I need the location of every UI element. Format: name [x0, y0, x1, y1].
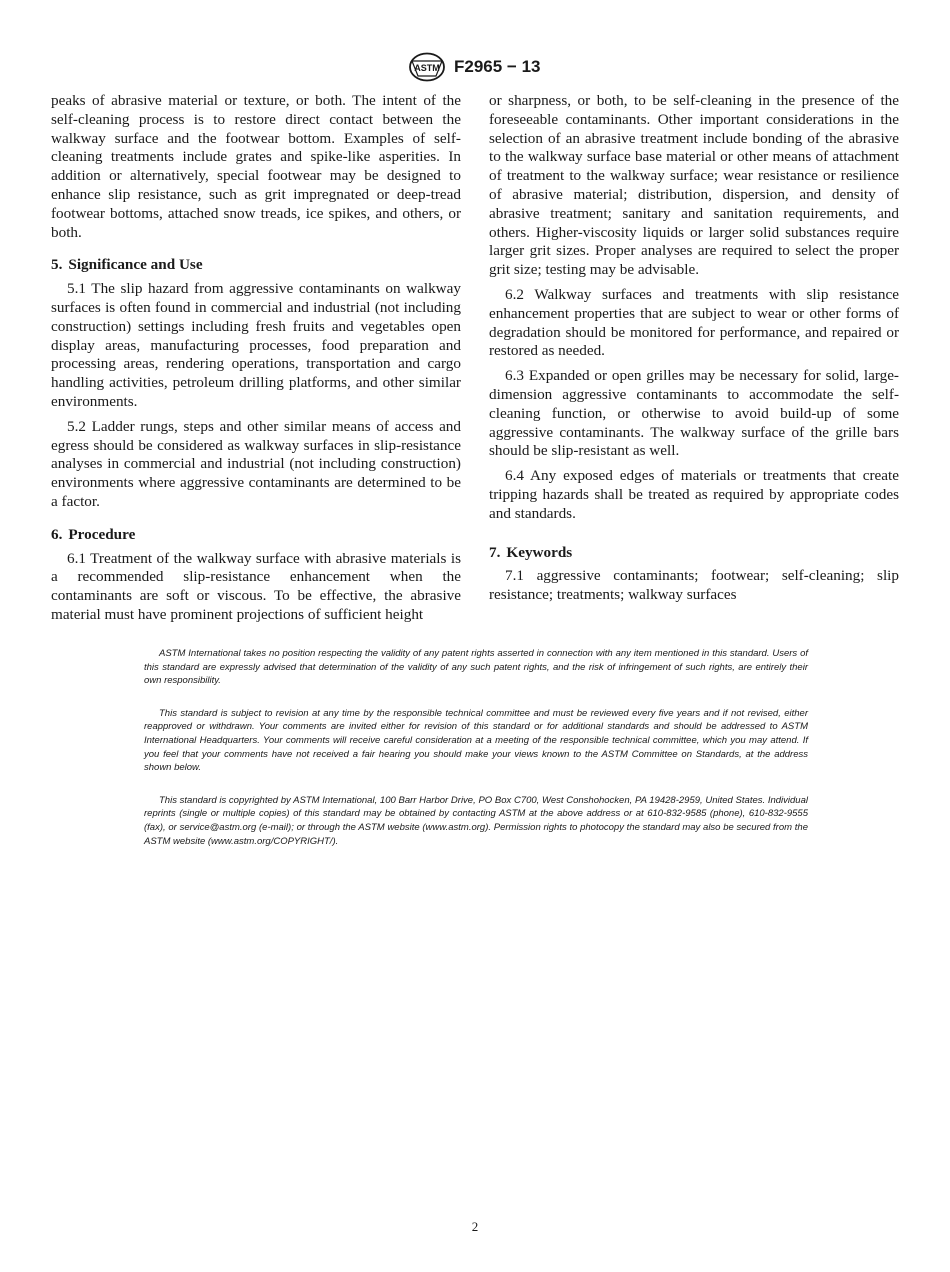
section-title: Procedure [68, 525, 136, 543]
astm-logo-icon [408, 52, 446, 82]
paragraph-6-4: 6.4 Any exposed edges of materials or treatments that create tripping hazards shall be treated as required by appropriate codes and standards. [489, 467, 899, 522]
paragraph-5-1: 5.1 The slip hazard from aggressive contaminants on walkway surfaces is often found in commercial and industrial (not including construction) settings including fresh fruits and vegetables open display areas, manufacturing processes, food preparation and processing areas, rendering operations, transportation and cargo handling activities, petroleum drilling platforms, and other similar environments. [51, 280, 461, 410]
section-title: Significance and Use [68, 256, 203, 274]
section-number: 6. [51, 525, 63, 543]
section-6-heading [51, 526, 461, 545]
left-column [51, 92, 461, 631]
paragraph-6-3: 6.3 Expanded or open grilles may be necessary for solid, large-dimension aggressive contaminants to accommodate the self-cleaning function, or otherwise to avoid build-up of some aggressive contaminants. The walkway surface of the grille bars should be slip-resistant as well. [489, 367, 899, 460]
right-column [489, 92, 899, 611]
paragraph-continued: peaks of abrasive material or texture, or both. The intent of the self-cleaning process is to restore direct contact between the walkway surface and the footwear bottom. Examples of self-cleaning treatments include grates and spike-like asperities. In addition or alternatively, special footwear may be designed to enhance slip resistance, such as grit impregnated or deep-tread footwear bottoms, attached snow treads, ice spikes, and others, or both. [51, 92, 461, 241]
paragraph-6-2: 6.2 Walkway surfaces and treatments with slip resistance enhancement properties that are subject to wear or other forms of degradation should be monitored for performance, and repaired or restored as needed. [489, 285, 899, 360]
legal-notices [144, 647, 808, 867]
copyright-notice: This standard is copyrighted by ASTM International, 100 Barr Harbor Drive, PO Box C700, West Conshohocken, PA 19428-2959, United States. Individual reprints (single or multiple copies) of this standard may be obtained by contacting ASTM at the above address or at 610-832-9585 (phone), 610-832-9555 (fax), or service@astm.org (e-mail); or through the ASTM website (www.astm.org). Permission rights to photocopy the standard may also be secured from the ASTM website (www.astm.org/COPYRIGHT/). [144, 794, 808, 847]
section-5-heading [51, 256, 461, 275]
page-header [0, 52, 950, 86]
revision-notice: This standard is subject to revision at any time by the responsible technical committee and must be reviewed every five years and if not revised, either reapproved or withdrawn. Your comments are invited either for revision of this standard or for additional standards and should be addressed to ASTM International Headquarters. Your comments will receive careful consideration at a meeting of the responsible technical committee, which you may attend. If you feel that your comments have not received a fair hearing you should make your views known to the ASTM Committee on Standards, at the address shown below. [144, 707, 808, 774]
svg-text:ASTM: ASTM [414, 63, 440, 73]
patent-notice: ASTM International takes no position respecting the validity of any patent rights asserted in connection with any item mentioned in this standard. Users of this standard are expressly advised that determination of the validity of any such patent rights, and the risk of infringement of such rights, are entirely their own responsibility. [144, 648, 808, 687]
section-number: 5. [51, 256, 63, 274]
paragraph-7-1: 7.1 aggressive contaminants; footwear; self-cleaning; slip resistance; treatments; walkway surfaces [489, 567, 899, 604]
paragraph-6-1-continued: or sharpness, or both, to be self-cleaning in the presence of the foreseeable contaminants. Other important considerations in the selection of an abrasive treatment include bonding of the abrasive to the walkway surface base material or other means of attachment of treatment to the walkway surface; wear resistance or resilience of abrasive material; distribution, dispersion, and density of abrasive treatment; sanitary and sanitation requirements, and others. Higher-viscosity liquids or larger solid substances require larger grit sizes. Proper analyses are required to select the proper grit size; testing may be advisable. [489, 92, 899, 279]
paragraph-5-2: 5.2 Ladder rungs, steps and other similar means of access and egress should be considered as walkway surfaces in slip-resistance analyses in commercial and industrial (not including construction) environments where aggressive contaminants are determined to be a factor. [51, 417, 461, 510]
paragraph-6-1: 6.1 Treatment of the walkway surface with abrasive materials is a recommended slip-resistance enhancement when the contaminants are soft or viscous. To be effective, the abrasive material must have prominent projections of sufficient height [51, 549, 461, 623]
section-title: Keywords [506, 543, 573, 561]
standard-designation: F2965 − 13 [454, 57, 541, 76]
page-number: 2 [471, 1219, 479, 1234]
section-number: 7. [489, 543, 501, 561]
section-7-heading [489, 544, 899, 563]
